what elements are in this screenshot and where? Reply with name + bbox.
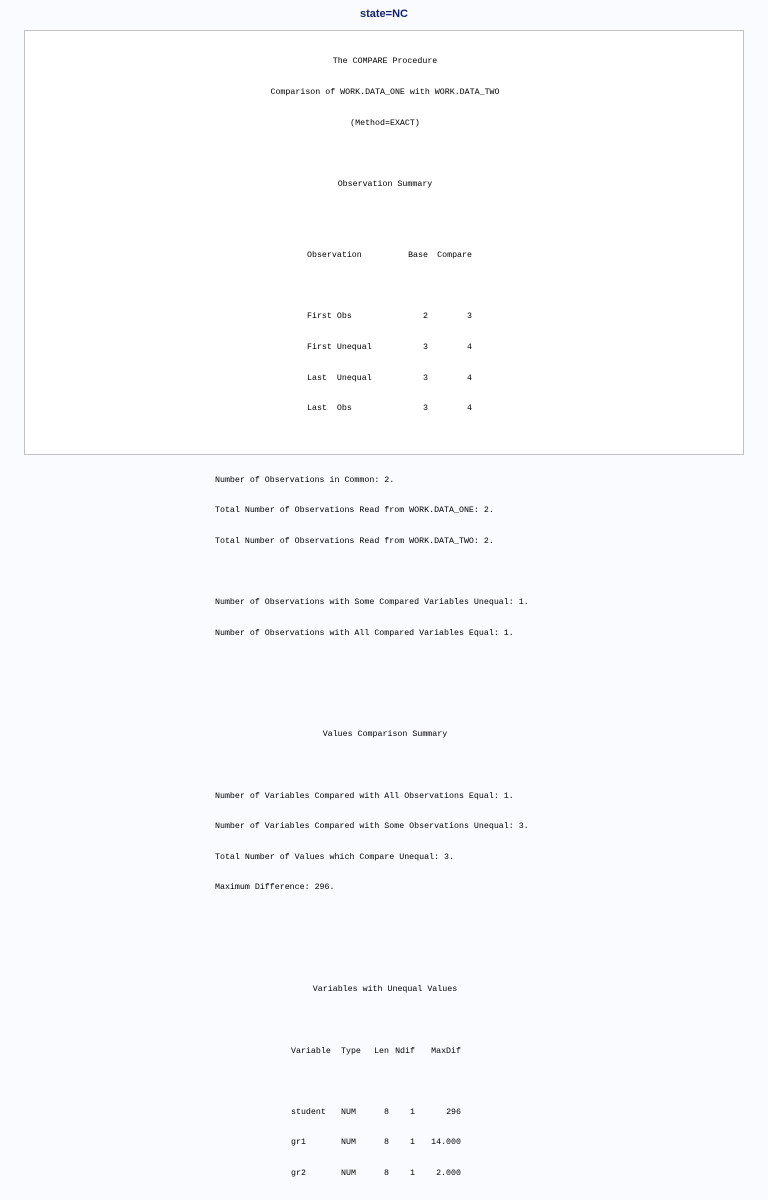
obs-some-unequal-note: Number of Observations with Some Compared Variables Unequal: 1. (215, 597, 529, 607)
compare-cell: 4 (467, 342, 472, 352)
obs-all-equal-note: Number of Observations with All Compared Variables Equal: 1. (215, 628, 514, 638)
compare-cell: 4 (467, 373, 472, 383)
type-cell: NUM (341, 1107, 356, 1117)
observation-summary-header (25, 251, 745, 261)
method-label: (Method=EXACT) (350, 118, 420, 128)
base-cell: 3 (423, 342, 428, 352)
obs-read-one-note: Total Number of Observations Read from WORK.DATA_ONE: 2. (215, 506, 494, 516)
col-header-observation: Observation (307, 251, 362, 261)
obs-common-note: Number of Observations in Common: 2. (215, 475, 395, 485)
col-header-variable: Variable (291, 1046, 331, 1056)
values-note: Total Number of Values which Compare Unequal: 3. (215, 852, 454, 862)
ndif-cell: 1 (410, 1169, 415, 1178)
observation-cell: Last Obs (307, 404, 352, 414)
values-note: Number of Variables Compared with Some Observations Unequal: 3. (215, 822, 529, 832)
compare-cell: 3 (467, 312, 472, 322)
col-header-len: Len (374, 1046, 389, 1056)
output-panel (24, 30, 744, 1178)
len-cell: 8 (384, 1107, 389, 1117)
unequal-vars-title: Variables with Unequal Values (312, 985, 458, 995)
variable-cell: gr2 (291, 1169, 306, 1178)
procedure-title: The COMPARE Procedure (332, 57, 438, 67)
base-cell: 3 (423, 404, 428, 414)
base-cell: 3 (423, 373, 428, 383)
observation-cell: First Obs (307, 312, 352, 322)
len-cell: 8 (384, 1138, 389, 1148)
maxdif-cell: 2.000 (436, 1169, 461, 1178)
type-cell: NUM (341, 1169, 356, 1178)
table-row (25, 1138, 745, 1148)
comparison-subtitle: Comparison of WORK.DATA_ONE with WORK.DATA_TWO (270, 88, 500, 97)
table-row (25, 374, 745, 384)
unequal-vars-header (25, 1047, 745, 1057)
col-header-type: Type (341, 1046, 361, 1056)
values-note: Number of Variables Compared with All Observations Equal: 1. (215, 791, 514, 801)
len-cell: 8 (384, 1169, 389, 1178)
values-summary-title: Values Comparison Summary (322, 730, 448, 740)
maxdif-cell: 296 (446, 1107, 461, 1117)
ndif-cell: 1 (410, 1107, 415, 1117)
compare-output (25, 37, 745, 1200)
col-header-ndif: Ndif (395, 1046, 415, 1056)
type-cell: NUM (341, 1138, 356, 1148)
col-header-compare: Compare (437, 251, 472, 261)
maxdif-cell: 14.000 (431, 1138, 461, 1148)
base-cell: 2 (423, 312, 428, 322)
variable-cell: student (291, 1107, 326, 1117)
compare-cell: 4 (467, 404, 472, 414)
col-header-maxdif: MaxDif (431, 1046, 461, 1056)
values-note: Maximum Difference: 296. (215, 883, 335, 893)
observation-cell: First Unequal (307, 342, 372, 352)
col-header-base: Base (408, 251, 428, 261)
table-row (25, 404, 745, 414)
by-group-label: state=NC (360, 8, 408, 20)
observation-cell: Last Unequal (307, 373, 372, 383)
table-row (25, 1108, 745, 1118)
table-row (25, 343, 745, 353)
observation-summary-title: Observation Summary (337, 179, 433, 189)
table-row (25, 1169, 745, 1179)
table-row (25, 312, 745, 322)
obs-read-two-note: Total Number of Observations Read from WORK.DATA_TWO: 2. (215, 536, 494, 546)
ndif-cell: 1 (410, 1138, 415, 1148)
variable-cell: gr1 (291, 1138, 306, 1148)
